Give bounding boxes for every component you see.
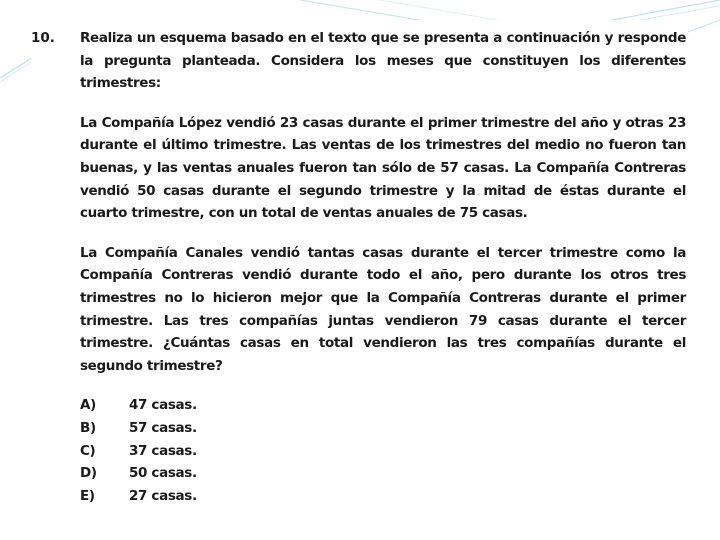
question-instruction: Realiza un esquema basado en el texto que se presenta a continuación y responde la pregunta planteada. Considera los meses que constituyen los diferentes trimestres:: [80, 30, 686, 92]
option-letter: D): [80, 465, 97, 482]
answer-option-c: [80, 440, 686, 463]
question-sheet: [31, 20, 687, 504]
question-content: [80, 27, 686, 507]
option-text: 27 casas.: [129, 487, 197, 504]
answer-option-e: [80, 485, 686, 508]
option-letter: C): [80, 442, 96, 459]
problem-paragraph-2: La Compañía Canales vendió tantas casas durante el tercer trimestre como la Compañía Contreras vendió durante todo el año, pero durante los otros tres trimestres no lo hicieron mejor que la Compañía Contreras durante el primer trimestre. Las tres compañías juntas vendieron 79 casas durante el tercer trimestre. ¿Cuántas casas en total vendieron las tres compañías durante el segundo trimestre?: [80, 244, 686, 374]
option-text: 37 casas.: [129, 442, 197, 459]
option-letter: A): [80, 397, 96, 414]
option-letter: E): [80, 487, 95, 504]
answer-option-b: [80, 417, 686, 440]
answer-option-a: [80, 394, 686, 417]
problem-paragraph-1: La Compañía López vendió 23 casas durante el primer trimestre del año y otras 23 durante el último trimestre. Las ventas de los trimestres del medio no fueron tan buenas, y las ventas anuales fueron tan sólo de 57 casas. La Compañía Contreras vendió 50 casas durante el segundo trimestre y la mitad de éstas durante el cuarto trimestre, con un total de ventas anuales de 75 casas.: [80, 114, 686, 222]
answer-option-d: [80, 462, 686, 485]
question-number: 10.: [31, 30, 55, 46]
option-text: 47 casas.: [129, 397, 197, 414]
option-letter: B): [80, 419, 96, 436]
option-text: 57 casas.: [129, 419, 197, 436]
answer-options-list: [80, 394, 686, 507]
option-text: 50 casas.: [129, 465, 197, 482]
